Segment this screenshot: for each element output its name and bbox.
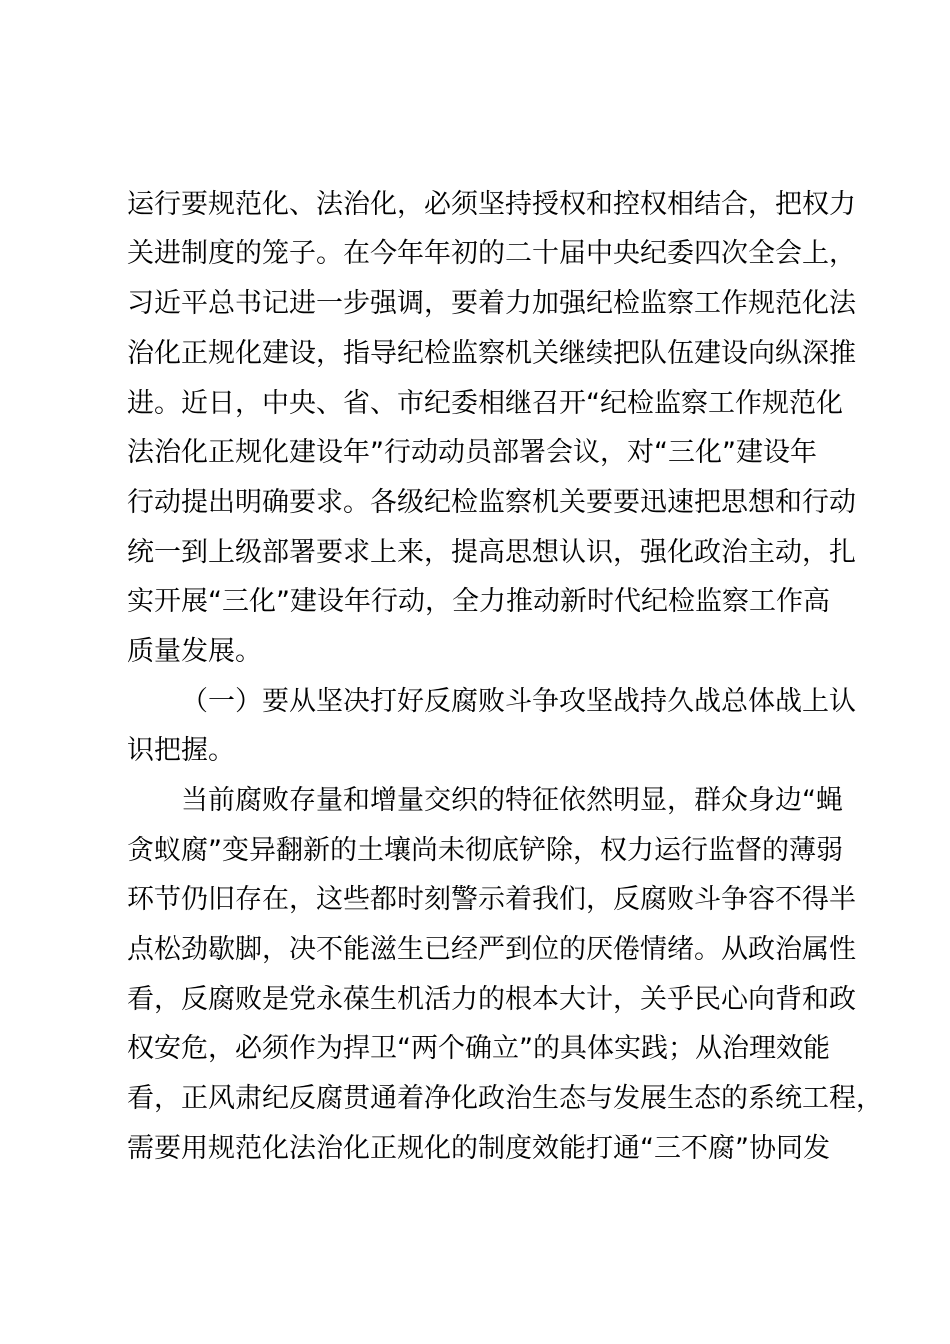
text-line: 当前腐败存量和增量交织的特征依然明显，群众身边“蝇: [181, 785, 843, 816]
text-line: 关进制度的笼子。在今年年初的二十届中央纪委四次全会上，: [127, 238, 856, 269]
text-line: 运行要规范化、法治化，必须坚持授权和控权相结合，把权力: [127, 189, 856, 220]
text-line: 法治化正规化建设年”行动动员部署会议，对“三化”建设年: [127, 437, 817, 468]
text-line: 贪蚁腐”变异翻新的土壤尚未彻底铲除，权力运行监督的薄弱: [127, 835, 843, 866]
text-line: 点松劲歇脚，决不能滋生已经严到位的厌倦情绪。从政治属性: [127, 934, 856, 965]
text-line: 治化正规化建设，指导纪检监察机关继续把队伍建设向纵深推: [127, 338, 856, 369]
text-line: 需要用规范化法治化正规化的制度效能打通“三不腐”协同发: [127, 1133, 830, 1164]
text-line: 统一到上级部署要求上来，提高思想认识，强化政治主动，扎: [127, 537, 856, 568]
text-line: 实开展“三化”建设年行动，全力推动新时代纪检监察工作高: [127, 586, 830, 617]
text-line: 行动提出明确要求。各级纪检监察机关要要迅速把思想和行动: [127, 487, 856, 518]
text-line: 看，正风肃纪反腐贯通着净化政治生态与发展生态的系统工程，: [127, 1083, 883, 1114]
text-line: 质量发展。: [127, 636, 262, 667]
text-line: 环节仍旧存在，这些都时刻警示着我们，反腐败斗争容不得半: [127, 884, 856, 915]
section-heading-line: 识把握。: [127, 735, 235, 766]
text-line: 看，反腐败是党永葆生机活力的根本大计，关乎民心向背和政: [127, 984, 856, 1015]
section-heading-line: （一）要从坚决打好反腐败斗争攻坚战持久战总体战上认: [181, 686, 856, 717]
text-line: 权安危，必须作为捍卫“两个确立”的具体实践；从治理效能: [127, 1033, 830, 1064]
text-line: 进。近日，中央、省、市纪委相继召开“纪检监察工作规范化: [127, 388, 843, 419]
text-line: 习近平总书记进一步强调，要着力加强纪检监察工作规范化法: [127, 288, 856, 319]
